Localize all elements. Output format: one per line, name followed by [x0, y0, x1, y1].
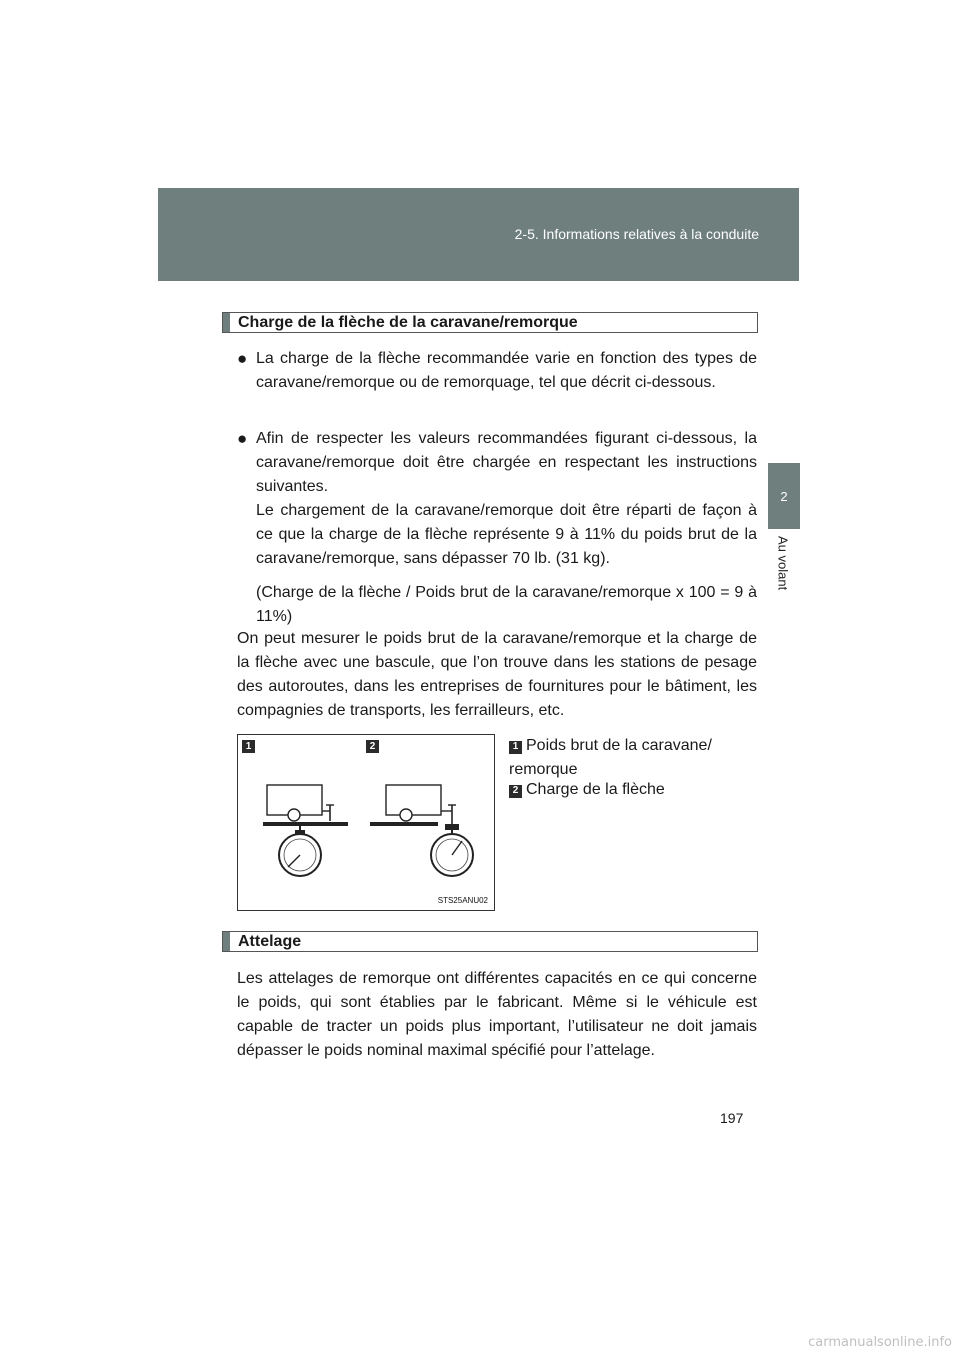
legend-item-1	[509, 734, 759, 782]
header-band	[158, 188, 799, 281]
heading-bar	[223, 313, 230, 332]
filled-circle-icon: ●	[237, 349, 248, 368]
trailer-gross-weight-drawing	[263, 785, 348, 876]
tongue-load-drawing	[370, 785, 473, 876]
page-number: 197	[720, 1110, 744, 1126]
legend-item-2	[509, 778, 759, 802]
header-title: 2-5. Informations relatives à la conduite	[514, 226, 759, 242]
heading-bar	[223, 932, 230, 951]
bullet-item	[237, 347, 757, 395]
figure-trailer-weights	[237, 734, 495, 911]
section-heading-fleche	[222, 312, 758, 333]
bullet-item	[237, 427, 757, 629]
legend-text-2: Charge de la flèche	[526, 781, 665, 798]
figure-code: STS25ANU02	[437, 896, 488, 905]
chapter-label: Au volant	[775, 536, 791, 591]
heading-text: Charge de la flèche de la caravane/remorque	[238, 313, 578, 331]
heading-text: Attelage	[238, 932, 302, 950]
trailer-scale-illustration	[238, 735, 494, 910]
bullet-text: La charge de la flèche recommandée varie en fonction des types de caravane/remorque ou de remorquage, tel que décrit ci-dessous.	[256, 350, 757, 391]
paragraph-attelage: Les attelages de remorque ont différentes capacités en ce qui concerne le poids, qui sont établies par le fabricant. Même si le véhicule est capable de tracter un poids plus important, l’utilisateur ne doit jamais dépasser le poids nominal maximal spécifié pour l’attelage.	[237, 970, 757, 1059]
section-heading-attelage	[222, 931, 758, 952]
chapter-tab: 2	[768, 463, 800, 529]
figure-badge-2: 2	[366, 740, 379, 753]
legend-text-1: Poids brut de la caravane/ remorque	[509, 737, 712, 778]
bullet-continuation: Le chargement de la caravane/remorque doit être réparti de façon à ce que la charge de la flèche représente 9 à 11% du poids brut de la caravane/remorque, sans dépasser 70 lb. (31 kg).	[256, 502, 757, 567]
legend-badge-2: 2	[509, 785, 522, 798]
formula: (Charge de la flèche / Poids brut de la caravane/remorque x 100 = 9 à 11%)	[256, 584, 757, 625]
filled-circle-icon: ●	[237, 429, 248, 448]
paragraph-bascule: On peut mesurer le poids brut de la caravane/remorque et la charge de la flèche avec une bascule, que l’on trouve dans les stations de pesage des autoroutes, dans les entreprises de fournitures pour le bâtiment, les compagnies de transports, les ferrailleurs, etc.	[237, 630, 757, 719]
figure-badge-1: 1	[242, 740, 255, 753]
bullet-text: Afin de respecter les valeurs recommandées figurant ci-dessous, la caravane/remorque doit être chargée en respectant les instructions suivantes.	[256, 430, 757, 495]
legend-badge-1: 1	[509, 741, 522, 754]
watermark: carmanualsonline.info	[808, 1335, 952, 1350]
